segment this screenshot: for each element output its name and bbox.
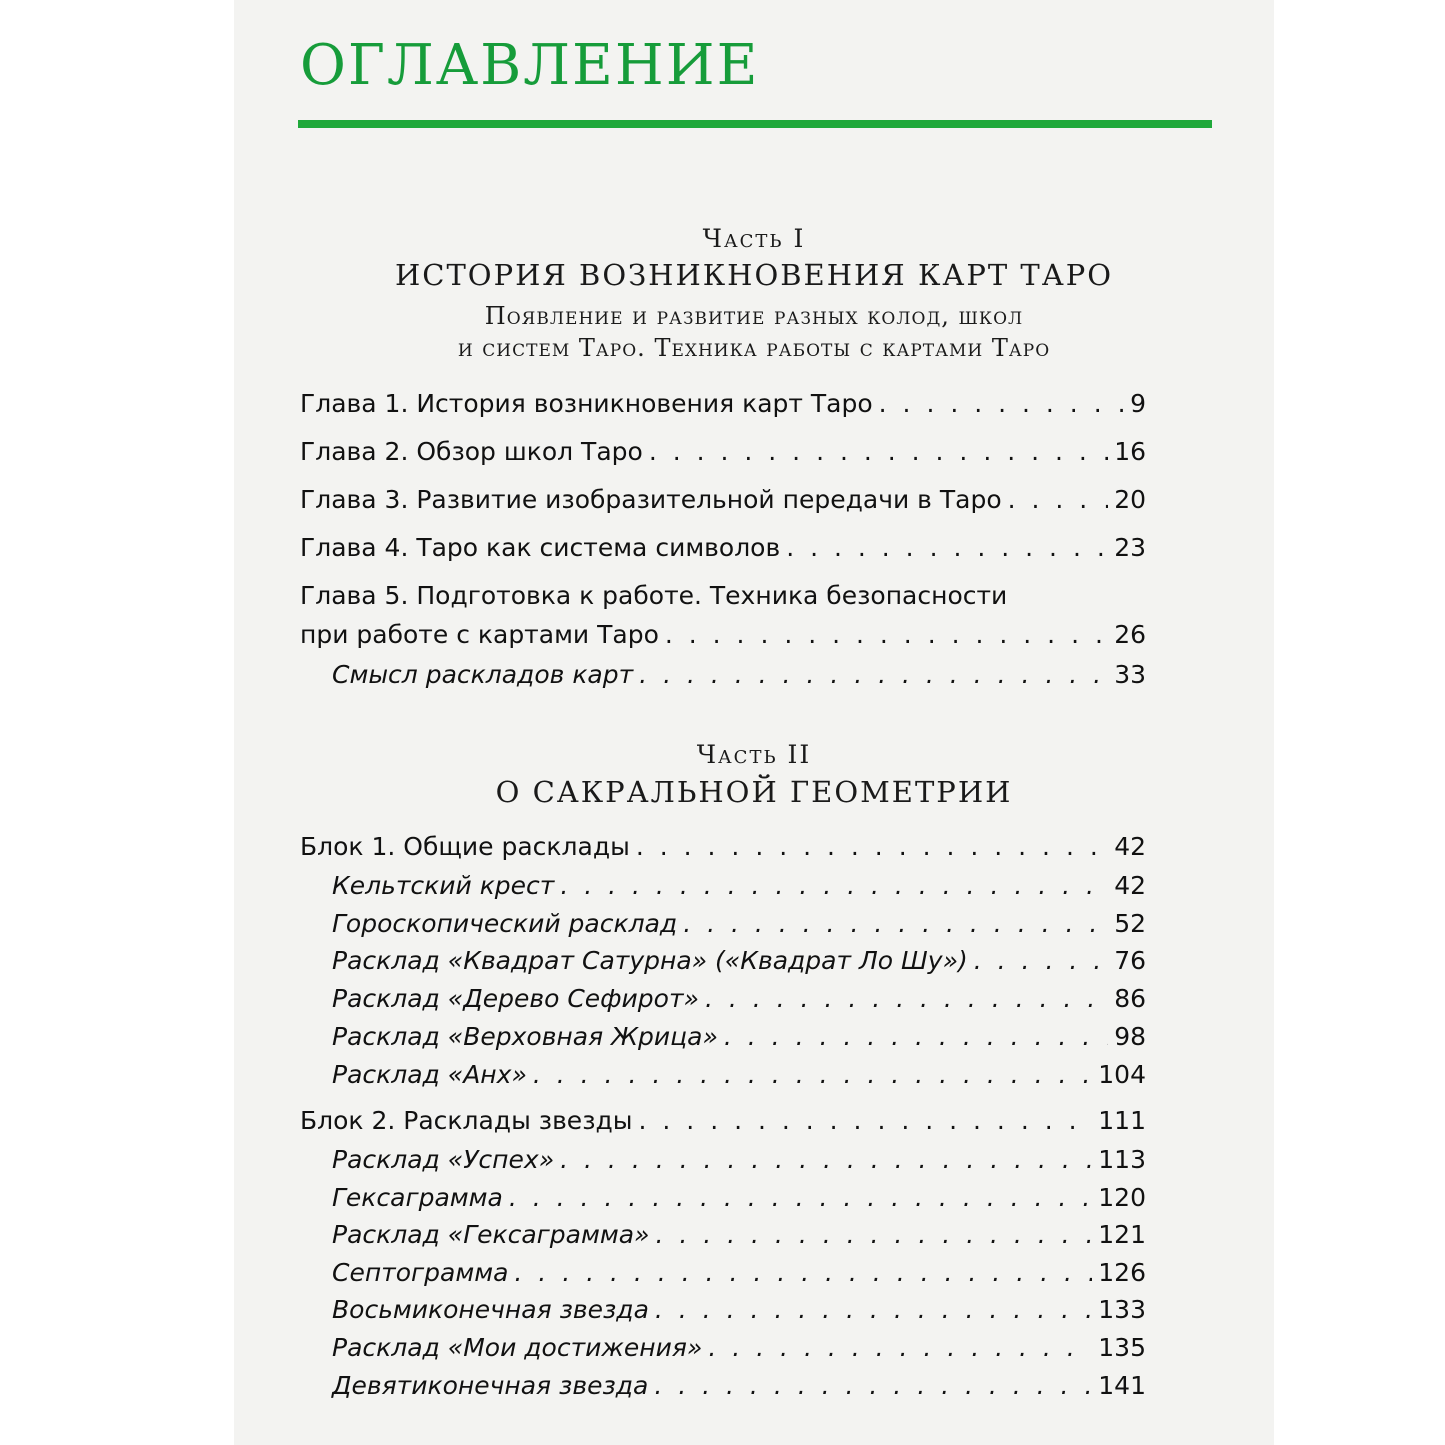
part-1-title: ИСТОРИЯ ВОЗНИКНОВЕНИЯ КАРТ ТАРО	[394, 258, 1114, 292]
toc-entry-label: Расклад «Анх»	[332, 1060, 527, 1089]
toc-entry-label: Глава 4. Таро как система символов	[300, 533, 781, 562]
dot-leader	[509, 1183, 1092, 1212]
toc-entry-chapter-5-line-1[interactable]: Глава 5. Подготовка к работе. Техника безопасности	[300, 581, 1008, 610]
toc-page-number: 121	[1098, 1220, 1146, 1249]
toc-entry-label: Расклад «Гексаграмма»	[332, 1220, 650, 1249]
dot-leader	[879, 389, 1124, 418]
dot-leader	[560, 871, 1108, 900]
dot-leader	[636, 832, 1108, 861]
dot-leader	[705, 984, 1108, 1013]
toc-page-number: 104	[1098, 1060, 1146, 1089]
toc-entry-chapter-1[interactable]	[300, 389, 1146, 418]
toc-entry-nine-point-star[interactable]	[332, 1371, 1146, 1400]
page-title: ОГЛАВЛЕНИЕ	[300, 33, 760, 98]
dot-leader	[639, 1106, 1093, 1135]
toc-page-number: 20	[1114, 485, 1146, 514]
toc-entry-label: Восьмиконечная звезда	[332, 1295, 649, 1324]
toc-entry-block-1[interactable]	[300, 832, 1146, 861]
part-2-title: О САКРАЛЬНОЙ ГЕОМЕТРИИ	[495, 775, 1013, 809]
toc-entry-label: Глава 3. Развитие изобразительной передачи в Таро	[300, 485, 1002, 514]
toc-page-number: 86	[1114, 984, 1146, 1013]
toc-entry-label: Расклад «Успех»	[332, 1145, 555, 1174]
toc-entry-chapter-2[interactable]	[300, 437, 1146, 466]
dot-leader	[649, 437, 1108, 466]
toc-entry-high-priestess[interactable]	[332, 1022, 1146, 1051]
toc-entry-chapter-3[interactable]	[300, 485, 1146, 514]
toc-page-number: 42	[1114, 871, 1146, 900]
toc-page-number: 42	[1114, 832, 1146, 861]
toc-entry-label: Расклад «Мои достижения»	[332, 1333, 703, 1362]
book-page	[234, 0, 1274, 1445]
dot-leader	[786, 533, 1108, 562]
toc-entry-label: Септограмма	[332, 1258, 509, 1287]
toc-entry-label: Глава 2. Обзор школ Таро	[300, 437, 643, 466]
toc-page-number: 16	[1114, 437, 1146, 466]
toc-entry-horoscope-spread[interactable]	[332, 909, 1146, 938]
part-1-label: Часть I	[702, 224, 806, 253]
toc-entry-septogram[interactable]	[332, 1258, 1146, 1287]
toc-page-number: 111	[1098, 1106, 1146, 1135]
dot-leader	[974, 946, 1108, 975]
toc-page-number: 133	[1098, 1295, 1146, 1324]
toc-entry-label: Блок 2. Расклады звезды	[300, 1106, 633, 1135]
dot-leader	[665, 620, 1108, 649]
dot-leader	[654, 1371, 1092, 1400]
toc-page-number: 9	[1130, 389, 1146, 418]
toc-page-number: 33	[1114, 660, 1146, 689]
toc-entry-success[interactable]	[332, 1145, 1146, 1174]
toc-page-number: 120	[1098, 1183, 1146, 1212]
toc-entry-label: Гороскопический расклад	[332, 909, 678, 938]
title-rule	[298, 120, 1212, 128]
toc-entry-label: Смысл раскладов карт	[332, 660, 634, 689]
dot-leader	[514, 1258, 1092, 1287]
toc-entry-chapter-4[interactable]	[300, 533, 1146, 562]
toc-page-number: 52	[1114, 909, 1146, 938]
toc-entry-label: Расклад «Верховная Жрица»	[332, 1022, 718, 1051]
part-2-label: Часть II	[696, 740, 812, 769]
toc-entry-label: при работе с картами Таро	[300, 620, 659, 649]
dot-leader	[560, 1145, 1092, 1174]
toc-page-number: 76	[1114, 946, 1146, 975]
toc-page-number: 26	[1114, 620, 1146, 649]
toc-entry-sephirot-tree[interactable]	[332, 984, 1146, 1013]
dot-leader	[533, 1060, 1092, 1089]
part-1-subtitle-line-1: Появление и развитие разных колод, школ	[484, 302, 1024, 330]
toc-entry-label: Расклад «Дерево Сефирот»	[332, 984, 699, 1013]
toc-entry-label: Расклад «Квадрат Сатурна» («Квадрат Ло Шу»)	[332, 946, 968, 975]
toc-entry-hexagram[interactable]	[332, 1183, 1146, 1212]
toc-entry-spreads-meaning[interactable]	[332, 660, 1146, 689]
toc-entry-chapter-5[interactable]	[300, 620, 1146, 649]
part-1-subtitle-line-2: и систем Таро. Техника работы с картами Таро	[457, 334, 1051, 362]
toc-page-number: 141	[1098, 1371, 1146, 1400]
dot-leader	[708, 1333, 1092, 1362]
toc-entry-celtic-cross[interactable]	[332, 871, 1146, 900]
toc-entry-ankh[interactable]	[332, 1060, 1146, 1089]
toc-page-number: 23	[1114, 533, 1146, 562]
toc-entry-my-achievements[interactable]	[332, 1333, 1146, 1362]
dot-leader	[655, 1295, 1092, 1324]
toc-entry-hexagram-spread[interactable]	[332, 1220, 1146, 1249]
dot-leader	[639, 660, 1108, 689]
dot-leader	[1008, 485, 1109, 514]
toc-entry-label: Девятиконечная звезда	[332, 1371, 649, 1400]
dot-leader	[724, 1022, 1108, 1051]
toc-entry-saturn-square[interactable]	[332, 946, 1146, 975]
toc-entry-label: Кельтский крест	[332, 871, 555, 900]
toc-entry-label: Глава 1. История возникновения карт Таро	[300, 389, 873, 418]
toc-entry-label: Блок 1. Общие расклады	[300, 832, 630, 861]
toc-entry-label: Гексаграмма	[332, 1183, 503, 1212]
toc-page-number: 113	[1098, 1145, 1146, 1174]
dot-leader	[655, 1220, 1092, 1249]
toc-entry-eight-point-star[interactable]	[332, 1295, 1146, 1324]
toc-page-number: 98	[1114, 1022, 1146, 1051]
toc-page-number: 126	[1098, 1258, 1146, 1287]
toc-page-number: 135	[1098, 1333, 1146, 1362]
dot-leader	[683, 909, 1108, 938]
toc-entry-block-2[interactable]	[300, 1106, 1146, 1135]
